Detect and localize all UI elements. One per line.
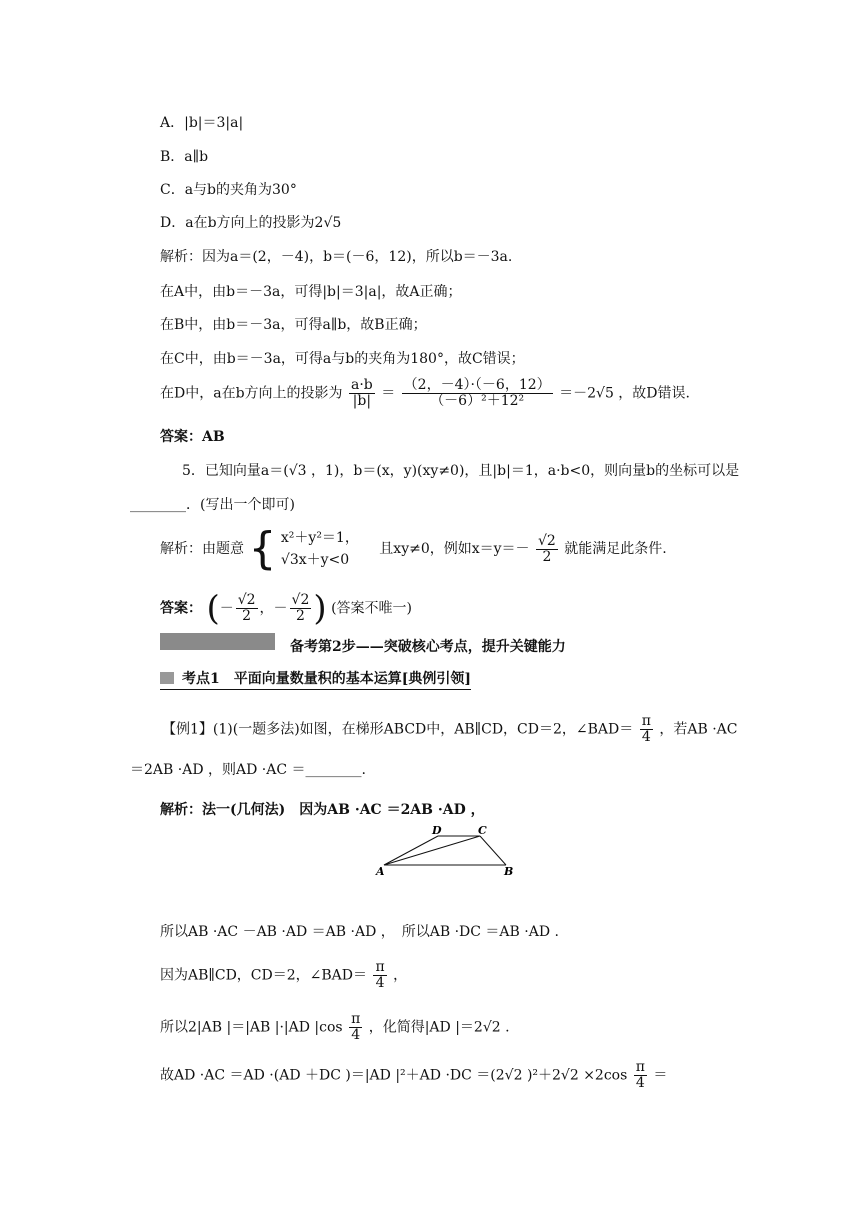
system-eq-2: √3x＋y<0	[280, 552, 350, 568]
example-text: 【例1】(1)(一题多法)如图，在梯形ABCD中，AB∥CD，CD＝2，∠BAD＝	[162, 721, 634, 738]
fraction-denominator: 2	[242, 608, 252, 624]
question-5-blank: ________．(写出一个即可)	[130, 497, 295, 513]
fraction-denominator: 4	[375, 975, 385, 991]
option-a: A．|b|＝3|a|	[160, 115, 244, 131]
question-5: 5．已知向量a＝(√3 ，1)，b＝(x，y)(xy≠0)，且|b|＝1，a·b<0，则向量b的坐标可以是	[182, 463, 740, 479]
solution-text: 所以2|AB |＝|AB |·|AD |cos	[160, 1019, 343, 1036]
example-fraction	[536, 534, 558, 565]
pi-over-4	[373, 960, 386, 991]
example-solution-2: 所以AB ·AC －AB ·AD ＝AB ·AD ， 所以AB ·DC ＝AB ·AD .	[160, 924, 559, 940]
solution-text-end: ，化简得|AD |＝2√2 .	[368, 1019, 510, 1036]
vertex-label-b: B	[504, 865, 514, 877]
solution-suffix: 就能满足此条件.	[564, 541, 667, 557]
fraction-denominator: 4	[351, 1027, 361, 1043]
solution-text-end: ＝	[653, 1067, 668, 1084]
answer-4: 答案：AB	[160, 429, 225, 445]
system-eq-1: x²＋y²＝1，	[280, 530, 359, 546]
solution-line-4: 在C中，由b＝－3a，可得a与b的夹角为180°，故C错误；	[160, 351, 525, 367]
pi-over-4	[640, 714, 653, 745]
example-line-1	[162, 714, 738, 745]
topic-icon	[160, 672, 174, 684]
projection-value-fraction	[402, 378, 553, 409]
fraction-numerator: π	[351, 1011, 361, 1027]
fraction-denominator: 4	[641, 729, 651, 745]
fraction-numerator: a·b	[351, 377, 373, 393]
fraction-denominator: 4	[635, 1075, 645, 1091]
fraction-numerator: √2	[237, 592, 256, 608]
trapezoid-figure	[370, 825, 520, 877]
topic-text: 考点1 平面向量数量积的基本运算[典例引领]	[182, 671, 471, 687]
solution-prefix: 解析：由题意	[160, 541, 244, 557]
section-bar	[160, 633, 275, 650]
fraction-numerator: √2	[538, 532, 556, 549]
vertex-label-d: D	[432, 825, 442, 837]
solution-line-2: 在A中，由b＝－3a，可得|b|＝3|a|，故A正确；	[160, 284, 462, 300]
fraction-numerator: √2	[291, 592, 310, 608]
solution-line-1: 解析：因为a＝(2，－4)，b＝(－6，12)，所以b＝－3a.	[160, 249, 513, 265]
equation-system	[281, 527, 359, 571]
fraction-numerator: π	[641, 713, 651, 729]
example-solution-4	[160, 1012, 510, 1043]
fraction-numerator: π	[375, 959, 385, 975]
example-solution-1: 解析：法一(几何法) 因为AB ·AC ＝2AB ·AD ，	[160, 802, 485, 818]
option-b: B．a∥b	[160, 149, 209, 165]
pi-over-4	[349, 1012, 362, 1043]
projection-prefix: 在D中，a在b方向上的投影为	[160, 385, 343, 402]
answer-frac-2	[290, 593, 312, 624]
answer-5: 答案： (－ $\frac{√2}{2}$ ，－ $\frac{√2}{2}$ ) (答案不唯一)	[160, 588, 413, 629]
pi-over-4	[634, 1060, 647, 1091]
example-text-end: ，若AB ·AC	[659, 721, 738, 738]
section-title: 备考第2步——突破核心考点，提升关键能力	[290, 639, 566, 655]
fraction-denominator: |b|	[352, 393, 372, 409]
solution-text: 故AD ·AC ＝AD ·(AD ＋DC )＝|AD |²＋AD ·DC ＝(2√2 )²＋2√2 ×2cos	[160, 1067, 628, 1084]
example-line-2: ＝2AB ·AD ，则AD ·AC ＝________.	[130, 762, 366, 778]
brace-icon: {	[248, 523, 277, 574]
projection-suffix: ＝－2√5 ，故D错误.	[559, 385, 690, 402]
answer-label: 答案：	[160, 600, 202, 617]
option-c: C．a与b的夹角为30°	[160, 182, 297, 198]
topic-heading	[160, 669, 471, 690]
question-5-solution	[160, 523, 667, 574]
example-solution-3	[160, 960, 407, 991]
vertex-label-a: A	[376, 865, 385, 877]
fraction-denominator: 2	[296, 608, 305, 624]
example-solution-5	[160, 1060, 667, 1091]
fraction-denominator: 2	[542, 548, 552, 565]
fraction-denominator: （－6）²＋12²	[430, 393, 525, 409]
fraction-numerator: （2，－4）·（－6，12）	[403, 377, 551, 393]
solution-text: 因为AB∥CD，CD＝2，∠BAD＝	[160, 967, 367, 984]
fraction-numerator: π	[635, 1059, 645, 1075]
solution-text-end: ，	[393, 967, 408, 984]
answer-frac-1	[236, 593, 258, 624]
answer-note: (答案不唯一)	[331, 600, 413, 617]
solution-line-5: 在D中，a在b方向上的投影为 $\frac{a\cdot b}{|b|}$ ＝ $\frac{(2,-4)\cdot(-6,12)}{\text{（－6）²＋12²}}$ ＝－2√5 ，故D错误.	[160, 377, 690, 409]
solution-line-3: 在B中，由b＝－3a，可得a∥b，故B正确；	[160, 317, 427, 333]
solution-middle: 且xy≠0，例如x＝y＝－	[379, 541, 530, 557]
vertex-label-c: C	[478, 825, 487, 837]
option-d: D．a在b方向上的投影为2√5	[160, 215, 342, 231]
projection-fraction	[349, 378, 375, 409]
